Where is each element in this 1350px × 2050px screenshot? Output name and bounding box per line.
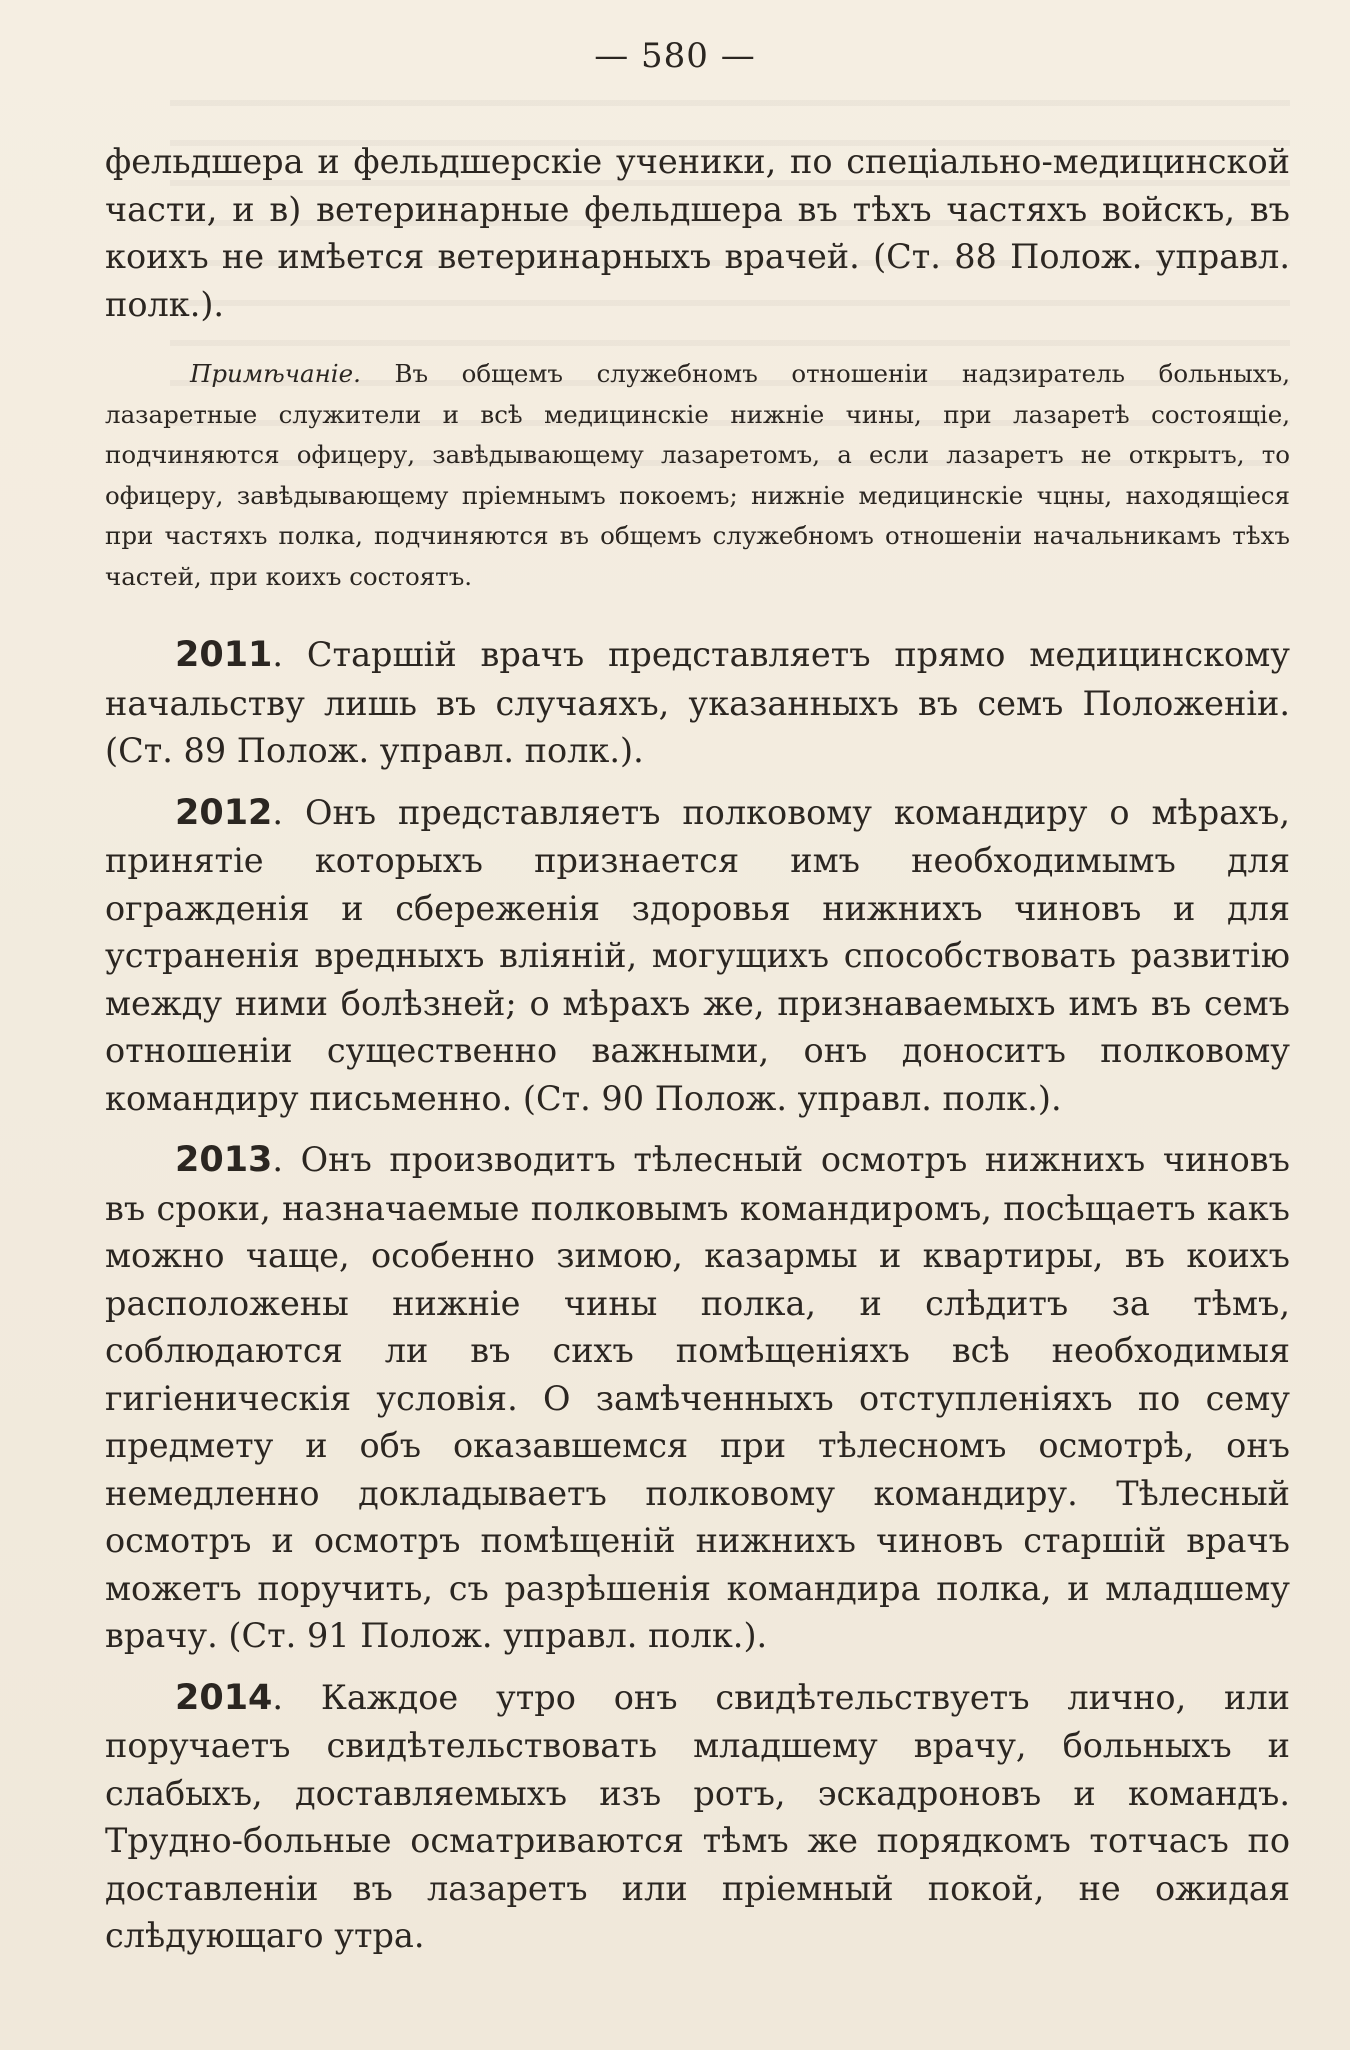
note-label: Примѣчаніе. (190, 359, 361, 388)
article-2011: 2011. Старшій врачъ представляетъ прямо медицинскому начальству лишь въ случаяхъ, указанныхъ въ семъ Положеніи. (Ст. 89 Полож. управл. полк.). (105, 635, 1290, 770)
article-number: 2011 (175, 635, 273, 675)
article-text: Каждое утро онъ свидѣтельствуетъ лично, или поручаетъ свидѣтельствовать младшему врачу, больныхъ и слабыхъ, доставляемыхъ изъ ротъ, эскадроновъ и командъ. Трудно-больные осматриваются тѣмъ же порядкомъ тотчасъ по доставленіи въ лазаретъ или пріемный покой, не ожидая слѣдующаго утра. (105, 1677, 1290, 1955)
article-2014: 2014. Каждое утро онъ свидѣтельствуетъ лично, или поручаетъ свидѣтельствовать младшему врачу, больныхъ и слабыхъ, доставляемыхъ изъ ротъ, эскадроновъ и командъ. Трудно-больные осматриваются тѣмъ же порядкомъ тотчасъ по доставленіи въ лазаретъ или пріемный покой, не ожидая слѣдующаго утра. (105, 1677, 1290, 1955)
article-2013: 2013. Онъ производитъ тѣлесный осмотръ нижнихъ чиновъ въ сроки, назначаемые полковымъ командиромъ, посѣщаетъ какъ можно чаще, особенно зимою, казармы и квартиры, въ коихъ расположены нижніе чины полка, и слѣдитъ за тѣмъ, соблюдаются ли въ сихъ помѣщеніяхъ всѣ необходимыя гигіеническія условія. О замѣченныхъ отступленіяхъ по сему предмету и объ оказавшемся при тѣлесномъ осмотрѣ, онъ немедленно докладываетъ полковому командиру. Тѣлесный осмотръ и осмотръ помѣщеній нижнихъ чиновъ старшій врачъ можетъ поручить, съ разрѣшенія командира полка, и младшему врачу. (Ст. 91 Полож. управл. полк.). (105, 1140, 1290, 1655)
article-text: Старшій врачъ представляетъ прямо медицинскому начальству лишь въ случаяхъ, указанныхъ въ семъ Положеніи. (Ст. 89 Полож. управл. полк.). (105, 635, 1290, 770)
article-number: 2014 (175, 1677, 273, 1718)
page-number: — 580 — (594, 36, 756, 76)
article-text: Онъ представляетъ полковому командиру о мѣрахъ, принятіе которыхъ признается имъ необходимымъ для огражденія и сбереженія здоровья нижнихъ чиновъ и для устраненія вредныхъ вліяній, могущихъ способствовать развитію между ними болѣзней; о мѣрахъ же, признаваемыхъ имъ въ семъ отношеніи существенно важными, онъ доноситъ полковому командиру письменно. (Ст. 90 Полож. управл. полк.). (105, 792, 1290, 1118)
article-number: 2013 (175, 1140, 273, 1180)
page-content (105, 138, 1290, 1960)
article-text: Онъ производитъ тѣлесный осмотръ нижнихъ чиновъ въ сроки, назначаемые полковымъ командиромъ, посѣщаетъ какъ можно чаще, особенно зимою, казармы и квартиры, въ коихъ расположены нижніе чины полка, и слѣдитъ за тѣмъ, соблюдаются ли въ сихъ помѣщеніяхъ всѣ необходимыя гигіеническія условія. О замѣченныхъ отступленіяхъ по сему предмету и объ оказавшемся при тѣлесномъ осмотрѣ, онъ немедленно докладываетъ полковому командиру. Тѣлесный осмотръ и осмотръ помѣщеній нижнихъ чиновъ старшій врачъ можетъ поручить, съ разрѣшенія командира полка, и младшему врачу. (Ст. 91 Полож. управл. полк.). (105, 1140, 1290, 1655)
intro-paragraph: фельдшера и фельдшерскіе ученики, по спеціально-медицинской части, и в) ветеринарные фельдшера въ тѣхъ частяхъ войскъ, въ коихъ не имѣется ветеринарныхъ врачей. (Ст. 88 Полож. управл. полк.). (105, 142, 1290, 324)
article-2012: 2012. Онъ представляетъ полковому командиру о мѣрахъ, принятіе которыхъ признается имъ необходимымъ для огражденія и сбереженія здоровья нижнихъ чиновъ и для устраненія вредныхъ вліяній, могущихъ способствовать развитію между ними болѣзней; о мѣрахъ же, признаваемыхъ имъ въ семъ отношеніи существенно важными, онъ доноситъ полковому командиру письменно. (Ст. 90 Полож. управл. полк.). (105, 792, 1290, 1118)
note-paragraph (105, 354, 1290, 597)
article-number: 2012 (175, 792, 273, 833)
note-text: Въ общемъ служебномъ отношеніи надзиратель больныхъ, лазаретные служители и всѣ медицинскіе нижніе чины, при лазаретѣ состоящіе, подчиняются офицеру, завѣдывающему лазаретомъ, а если лазаретъ не открытъ, то офицеру, завѣдывающему пріемнымъ покоемъ; нижніе медицинскіе чцны, находящіеся при частяхъ полка, подчиняются въ общемъ служебномъ отношеніи начальникамъ тѣхъ частей, при коихъ состоятъ. (105, 359, 1290, 591)
